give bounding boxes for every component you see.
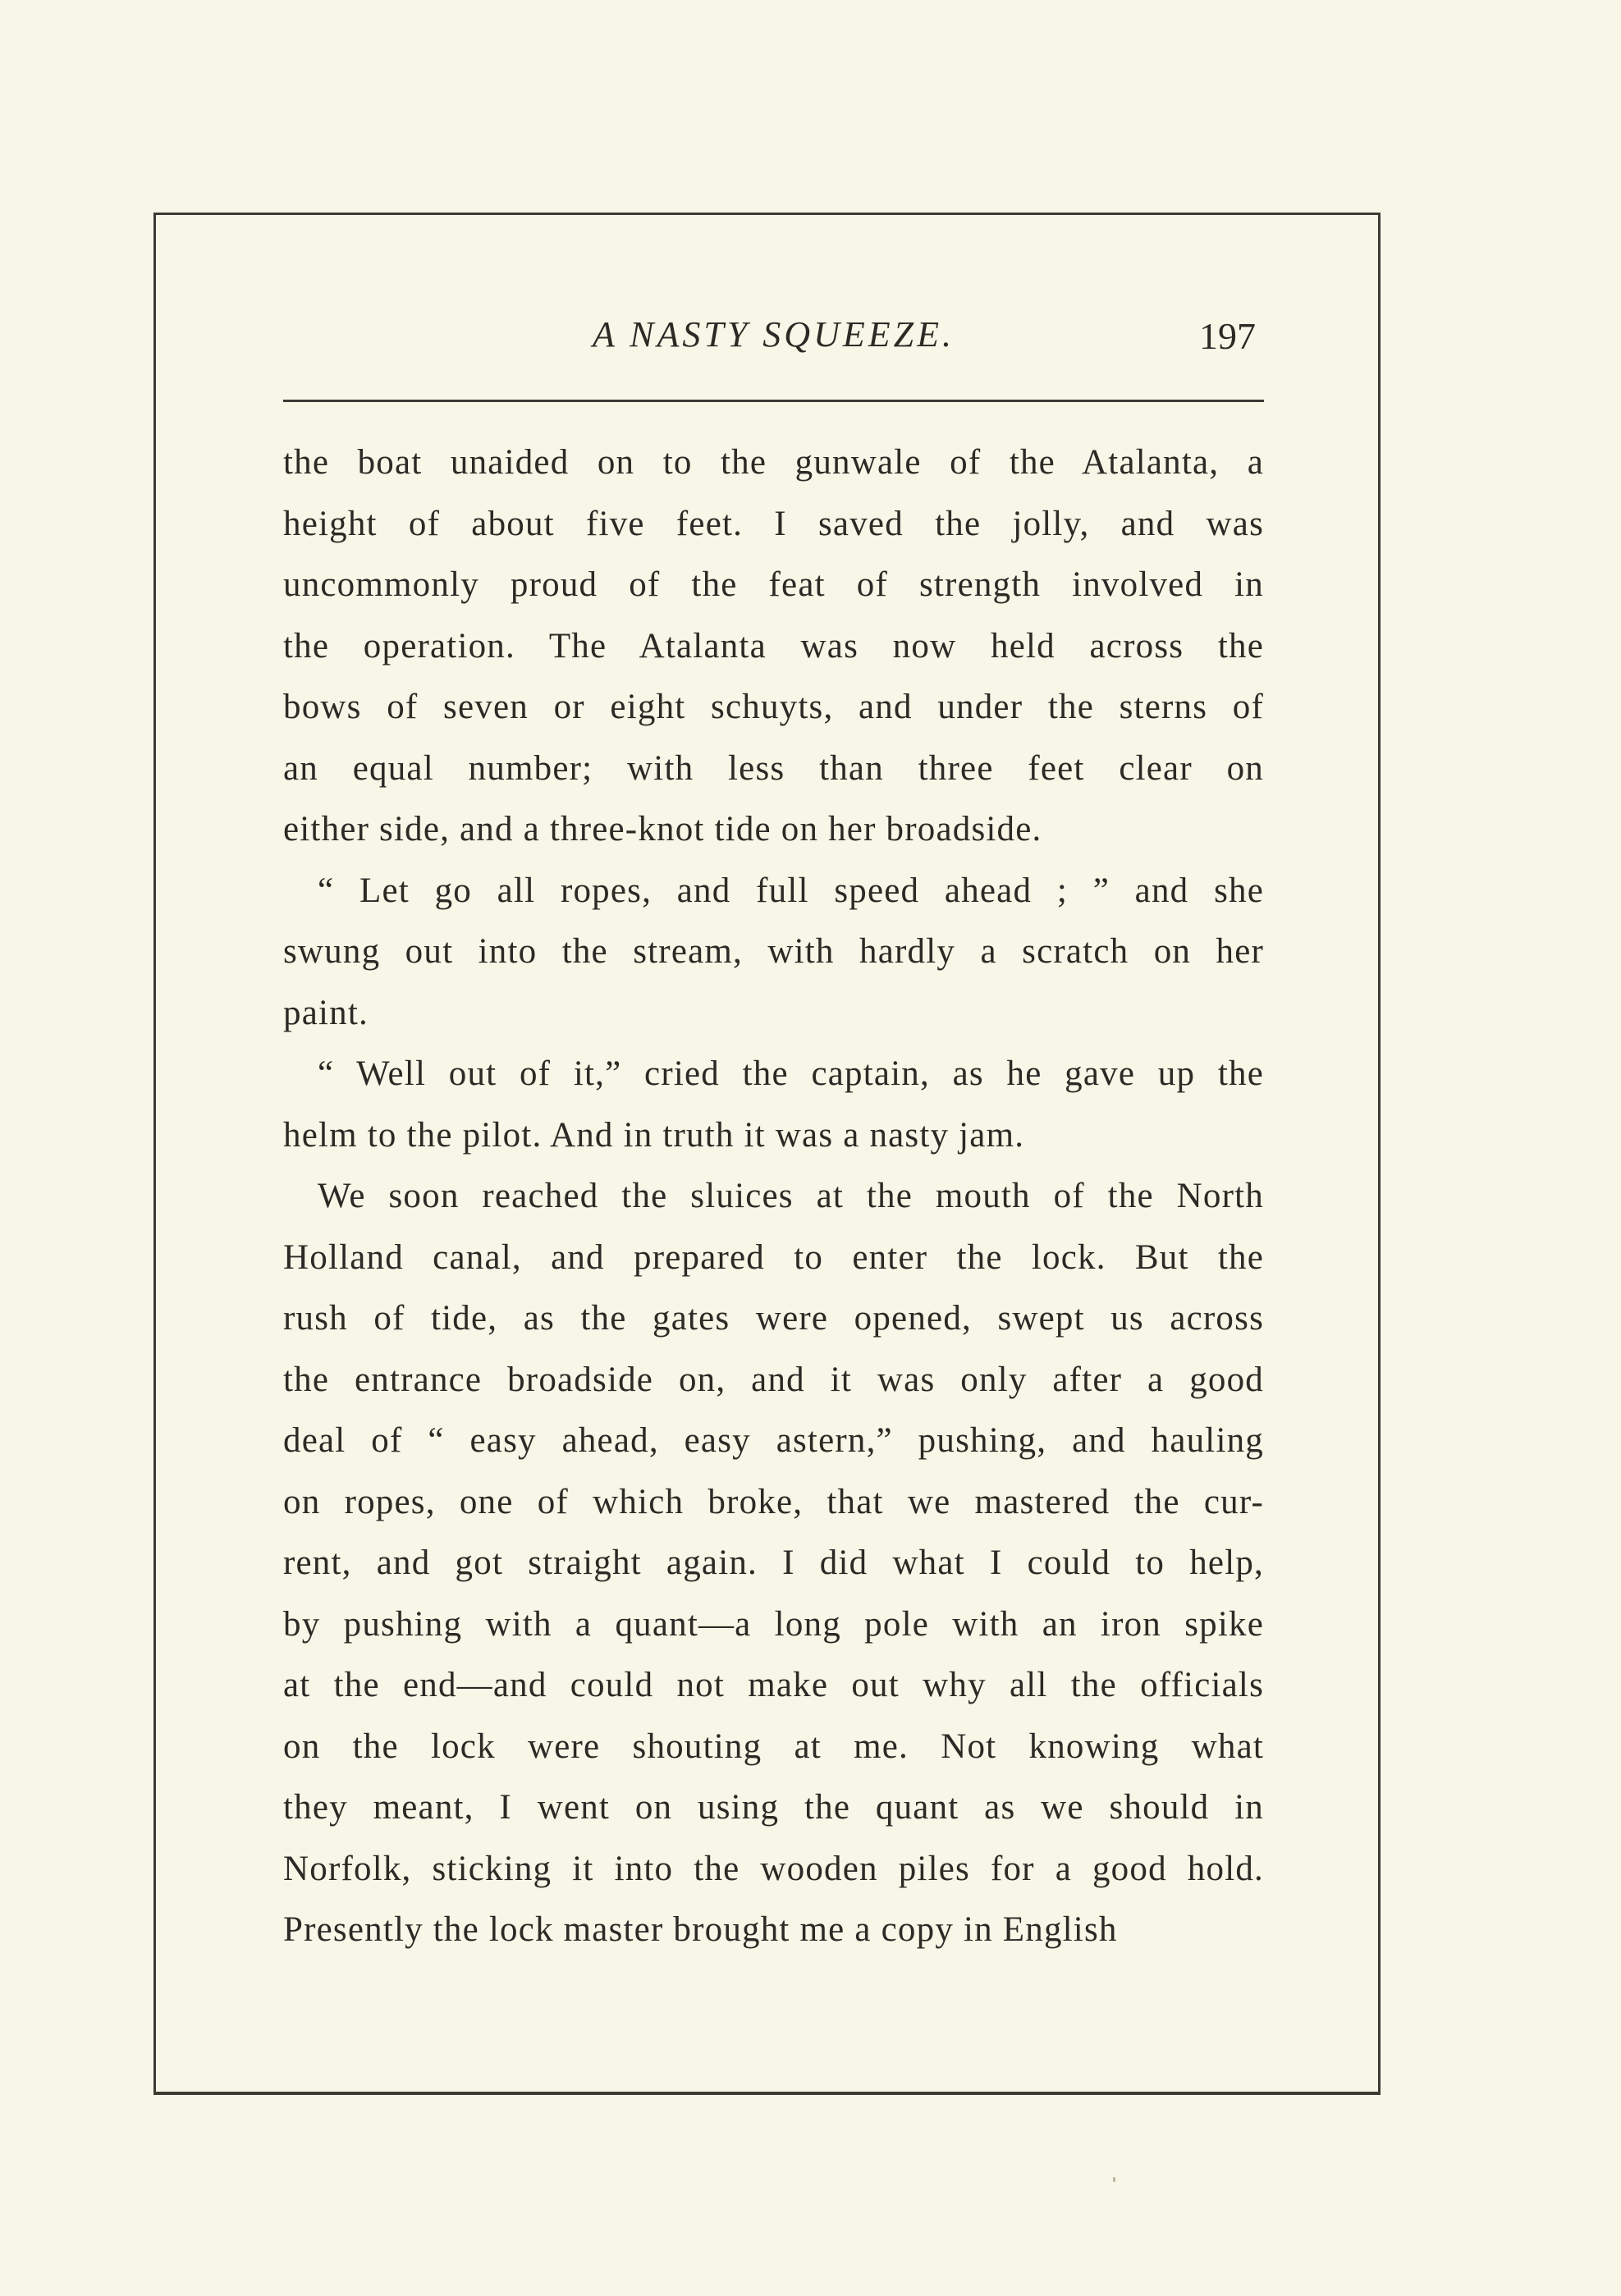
text-line: uncommonly proud of the feat of strength involved in [283,565,1264,604]
text-line: Norfolk, sticking it into the wooden piles for a good hold. [283,1849,1264,1888]
running-head [283,310,1264,368]
paper-speck [1113,2177,1115,2182]
text-line: Presently the lock master brought me a copy in English [283,1910,1118,1949]
text-line: deal of “ easy ahead, easy astern,” pushing, and hauling [283,1421,1264,1460]
body-text [283,432,1264,1961]
text-line: by pushing with a quant—a long pole with an iron spike [283,1604,1264,1644]
text-line: helm to the pilot. And in truth it was a nasty jam. [283,1115,1025,1155]
text-line: the entrance broadside on, and it was only after a good [283,1360,1264,1399]
text-line: “ Well out of it,” cried the captain, as he gave up the [318,1054,1264,1093]
page-number: 197 [1199,315,1256,357]
text-line: bows of seven or eight schuyts, and under the sterns of [283,688,1264,726]
text-line: they meant, I went on using the quant as we should in [283,1788,1264,1827]
running-title: A NASTY SQUEEZE. [593,314,955,354]
text-line: height of about five feet. I saved the jolly, and was [283,504,1264,543]
text-line: paint. [283,993,369,1032]
text-line: Holland canal, and prepared to enter the lock. But the [283,1237,1264,1277]
text-line: “ Let go all ropes, and full speed ahead ; ” and she [318,871,1264,910]
header-rule [283,400,1264,402]
text-line: an equal number; with less than three feet clear on [283,748,1264,788]
text-line: swung out into the stream, with hardly a scratch on her [283,932,1264,971]
text-line: on the lock were shouting at me. Not knowing what [283,1727,1264,1766]
text-line: either side, and a three-knot tide on her broadside. [283,810,1042,848]
text-line: on ropes, one of which broke, that we mastered the cur- [283,1482,1264,1521]
text-line: rent, and got straight again. I did what I could to help, [283,1544,1264,1582]
text-line: the boat unaided on to the gunwale of the Atalanta, a [283,443,1264,482]
text-line: We soon reached the sluices at the mouth of the North [318,1177,1264,1215]
text-line: rush of tide, as the gates were opened, swept us across [283,1299,1264,1338]
text-line: at the end—and could not make out why all the officials [283,1666,1264,1704]
text-line: the operation. The Atalanta was now held across the [283,626,1264,665]
